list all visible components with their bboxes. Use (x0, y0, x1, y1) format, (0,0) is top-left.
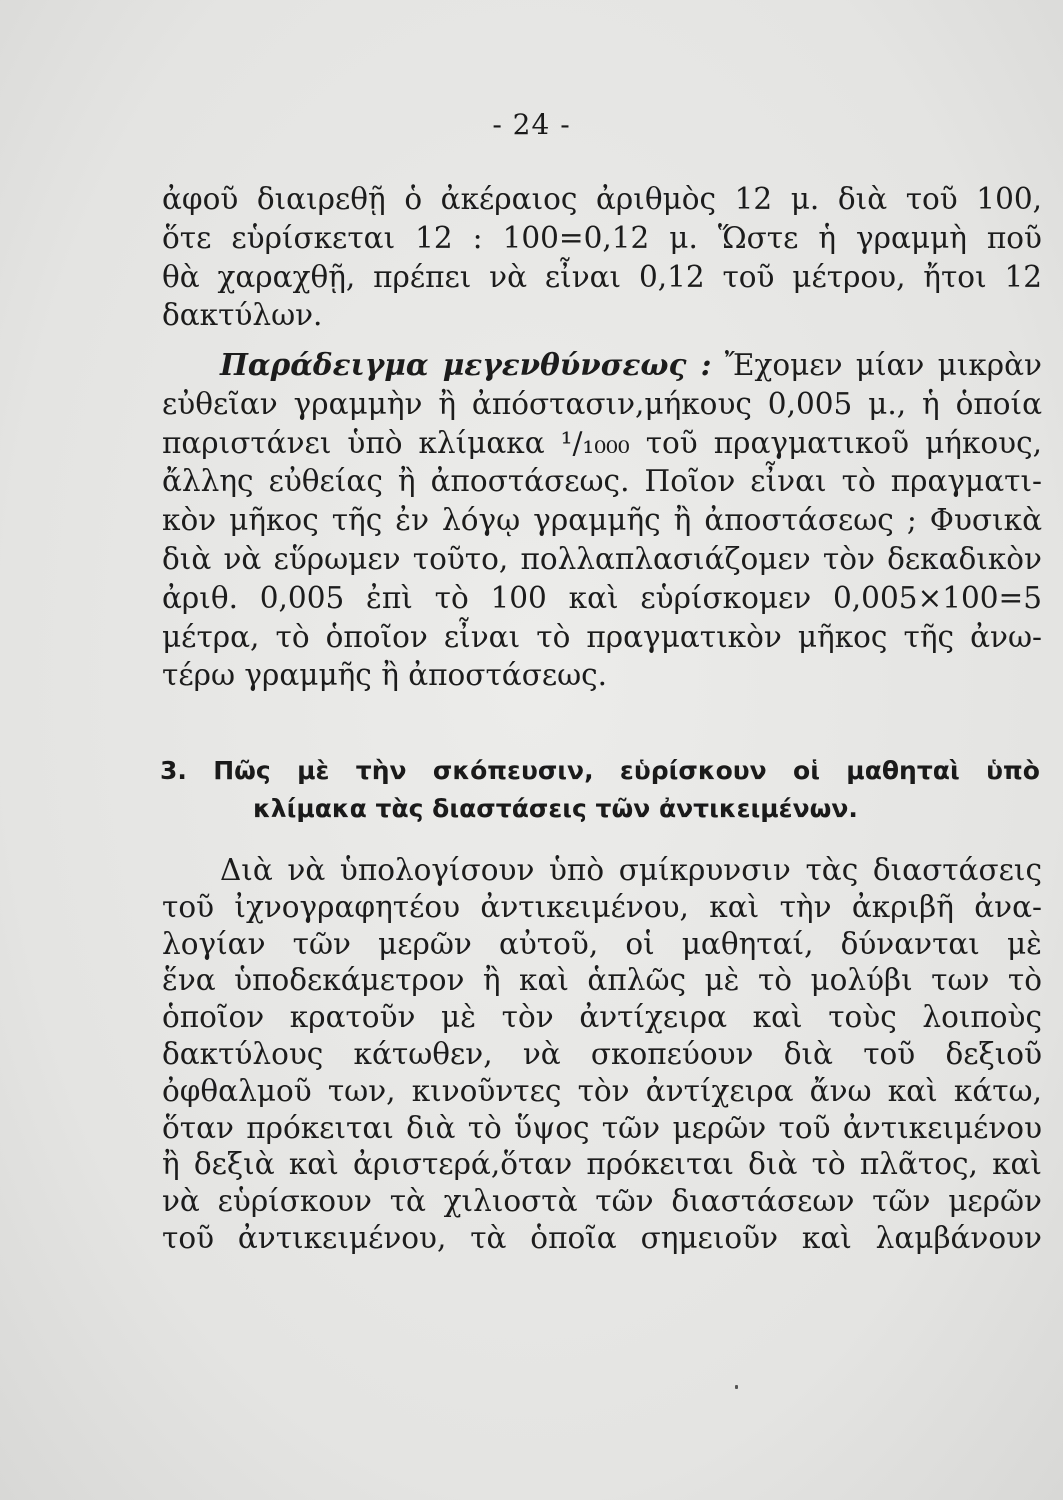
page-number: - 24 - (492, 108, 571, 141)
text-line: δακτύλους κάτωθεν, νὰ σκοπεύουν διὰ τοῦ δεξιοῦ (162, 1036, 1042, 1071)
paragraph-division-result (162, 180, 1042, 335)
heading-word: μὲ (297, 756, 330, 785)
text-line: τοῦ ἀντικειμένου, τὰ ὁποῖα σημειοῦν καὶ λαμβάνουν (162, 1220, 1042, 1255)
heading-line: κλίμακα τὰς διαστάσεις τῶν ἀντικειμένων. (253, 794, 858, 823)
text-span: Διὰ νὰ ὑπολογίσουν ὑπὸ σμίκρυνσιν τὰς διαστάσεις (220, 853, 1042, 887)
text-line: νὰ εὑρίσκουν τὰ χιλιοστὰ τῶν διαστάσεων τῶν μερῶν (162, 1184, 1042, 1219)
text-line (162, 852, 1042, 889)
heading-word: Πῶς (213, 756, 271, 785)
example-label: Παράδειγμα μεγενθύνσεως : (220, 347, 712, 382)
text-line: τοῦ ἰχνογραφητέου ἀντικειμένου, καὶ τὴν ἀκριβῆ ἀνα- (162, 889, 1042, 924)
text-line: ὅταν πρόκειται διὰ τὸ ὕψος τῶν μερῶν τοῦ ἀντικειμένου (162, 1110, 1042, 1145)
heading-word: τὴν (355, 756, 407, 785)
text-line: εὐθεῖαν γραμμὴν ἢ ἀπόστασιν,μήκους 0,005 μ., ἡ ὁποία (162, 386, 1042, 421)
text-line: ἢ δεξιὰ καὶ ἀριστερά,ὅταν πρόκειται διὰ τὸ πλᾶτος, καὶ (162, 1147, 1042, 1182)
text-line: μέτρα, τὸ ὁποῖον εἶναι τὸ πραγματικὸν μῆκος τῆς ἀνω- (162, 619, 1042, 654)
text-line: ὀφθαλμοῦ των, κινοῦντες τὸν ἀντίχειρα ἄνω καὶ κάτω, (162, 1073, 1042, 1108)
text-span: Ἔχομεν μίαν μικρὰν (724, 348, 1042, 382)
heading-word: ὑπὸ (986, 756, 1040, 785)
text-line: ἀφοῦ διαιρεθῇ ὁ ἀκέραιος ἀριθμὸς 12 μ. διὰ τοῦ 100, (162, 182, 1042, 216)
ink-speck (735, 1385, 738, 1389)
text-line (162, 346, 1042, 385)
heading-word: εὑρίσκουν (619, 756, 767, 785)
section-number: 3. (160, 756, 187, 785)
paragraph-sighting-method (162, 852, 1042, 1257)
text-line: διὰ νὰ εὕρωμεν τοῦτο, πολλαπλασιάζομεν τὸν δεκαδικὸν (162, 541, 1042, 576)
text-line: ἕνα ὑποδεκάμετρον ἢ καὶ ἁπλῶς μὲ τὸ μολύβι των τὸ (162, 963, 1042, 998)
text-line: ὅτε εὑρίσκεται 12 : 100=0,12 μ. Ὥστε ἡ γραμμὴ ποῦ (162, 220, 1042, 255)
text-line: κὸν μῆκος τῆς ἐν λόγῳ γραμμῆς ἢ ἀποστάσεως ; Φυσικὰ (162, 503, 1042, 538)
text-line: δακτύλων. (162, 298, 323, 333)
text-line: παριστάνει ὑπὸ κλίμακα ¹/₁₀₀₀ τοῦ πραγματικοῦ μήκους, (162, 425, 1042, 460)
text-line: ἀριθ. 0,005 ἐπὶ τὸ 100 καὶ εὑρίσκομεν 0,005×100=5 (162, 580, 1042, 615)
heading-word: σκόπευσιν, (432, 756, 594, 785)
text-line: τέρω γραμμῆς ἢ ἀποστάσεως. (162, 658, 608, 693)
heading-word: οἱ (793, 756, 820, 785)
text-line: ὁποῖον κρατοῦν μὲ τὸν ἀντίχειρα καὶ τοὺς λοιποὺς (162, 1000, 1042, 1035)
text-line: ἄλλης εὐθείας ἢ ἀποστάσεως. Ποῖον εἶναι τὸ πραγματι- (162, 464, 1042, 499)
section-heading (160, 752, 1040, 828)
text-line: λογίαν τῶν μερῶν αὐτοῦ, οἱ μαθηταί, δύνανται μὲ (162, 926, 1042, 961)
heading-word: μαθηταὶ (846, 756, 960, 785)
heading-line (160, 752, 1040, 790)
text-line: θὰ χαραχθῇ, πρέπει νὰ εἶναι 0,12 τοῦ μέτρου, ἤτοι 12 (162, 259, 1042, 294)
paragraph-enlargement-example (162, 346, 1042, 695)
